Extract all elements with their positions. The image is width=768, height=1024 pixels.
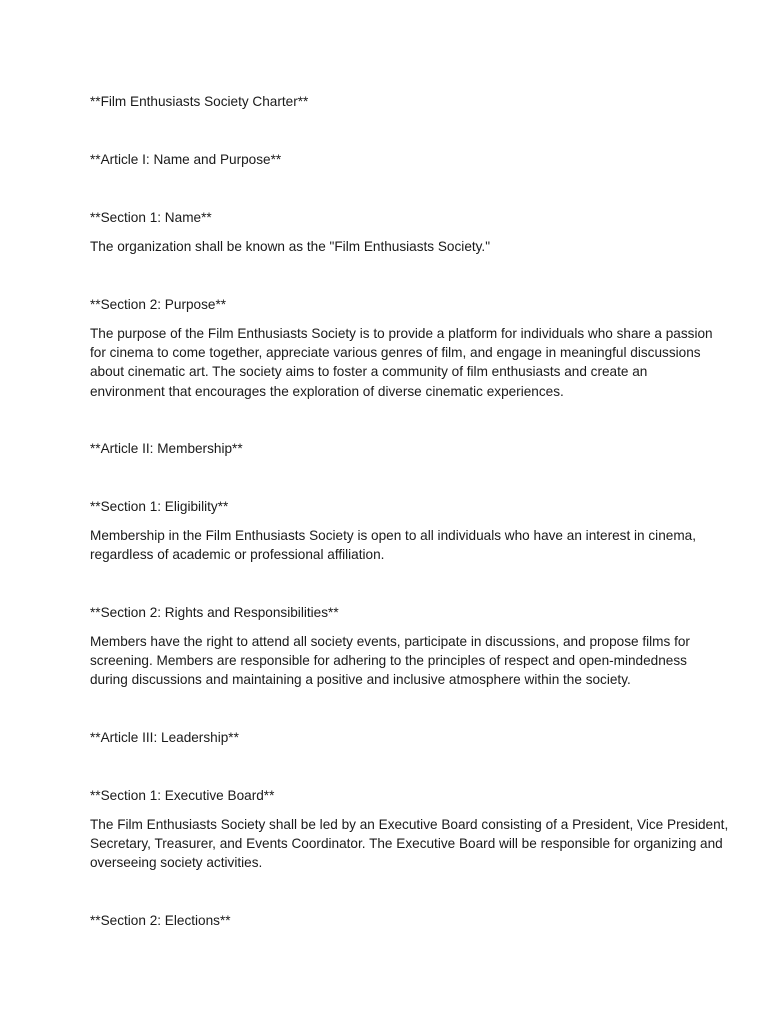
article-1-heading: **Article I: Name and Purpose** [90, 152, 282, 167]
body-line: Membership in the Film Enthusiasts Society is open to all individuals who have an interest in cinema, [90, 528, 696, 543]
body-line: environment that encourages the exploration of diverse cinematic experiences. [90, 383, 564, 399]
article-2-section-2-body [90, 632, 690, 690]
article-1-section-1-heading: **Section 1: Name** [90, 210, 212, 225]
body-line: regardless of academic or professional affiliation. [90, 547, 385, 563]
article-2-heading: **Article II: Membership** [90, 441, 243, 456]
article-2-section-1-body [90, 526, 696, 564]
article-3-section-2-heading: **Section 2: Elections** [90, 913, 231, 928]
body-line: Members have the right to attend all society events, participate in discussions, and propose films for [90, 634, 690, 649]
article-2-section-1-heading: **Section 1: Eligibility** [90, 499, 229, 514]
body-line: screening. Members are responsible for adhering to the principles of respect and open-mindedness [90, 653, 687, 669]
article-2-section-2-heading: **Section 2: Rights and Responsibilities** [90, 605, 339, 620]
article-3-heading: **Article III: Leadership** [90, 730, 239, 745]
body-line: The Film Enthusiasts Society shall be led by an Executive Board consisting of a President, Vice President, [90, 817, 729, 832]
body-line: Secretary, Treasurer, and Events Coordinator. The Executive Board will be responsible for organizing and [90, 836, 723, 852]
document-title: **Film Enthusiasts Society Charter** [90, 94, 309, 109]
article-1-section-1-body [90, 237, 690, 256]
body-line: The purpose of the Film Enthusiasts Society is to provide a platform for individuals who share a passion [90, 326, 713, 341]
body-line: for cinema to come together, appreciate various genres of film, and engage in meaningful discussions [90, 345, 701, 361]
article-1-section-2-heading: **Section 2: Purpose** [90, 297, 227, 312]
article-3-section-1-heading: **Section 1: Executive Board** [90, 788, 275, 803]
body-line: during discussions and maintaining a positive and inclusive atmosphere within the society. [90, 672, 631, 688]
body-line: about cinematic art. The society aims to foster a community of film enthusiasts and create an [90, 364, 648, 380]
body-line: overseeing society activities. [90, 855, 263, 871]
article-3-section-1-body [90, 815, 729, 873]
body-line: The organization shall be known as the "Film Enthusiasts Society." [90, 239, 491, 254]
article-1-section-2-body [90, 324, 713, 401]
